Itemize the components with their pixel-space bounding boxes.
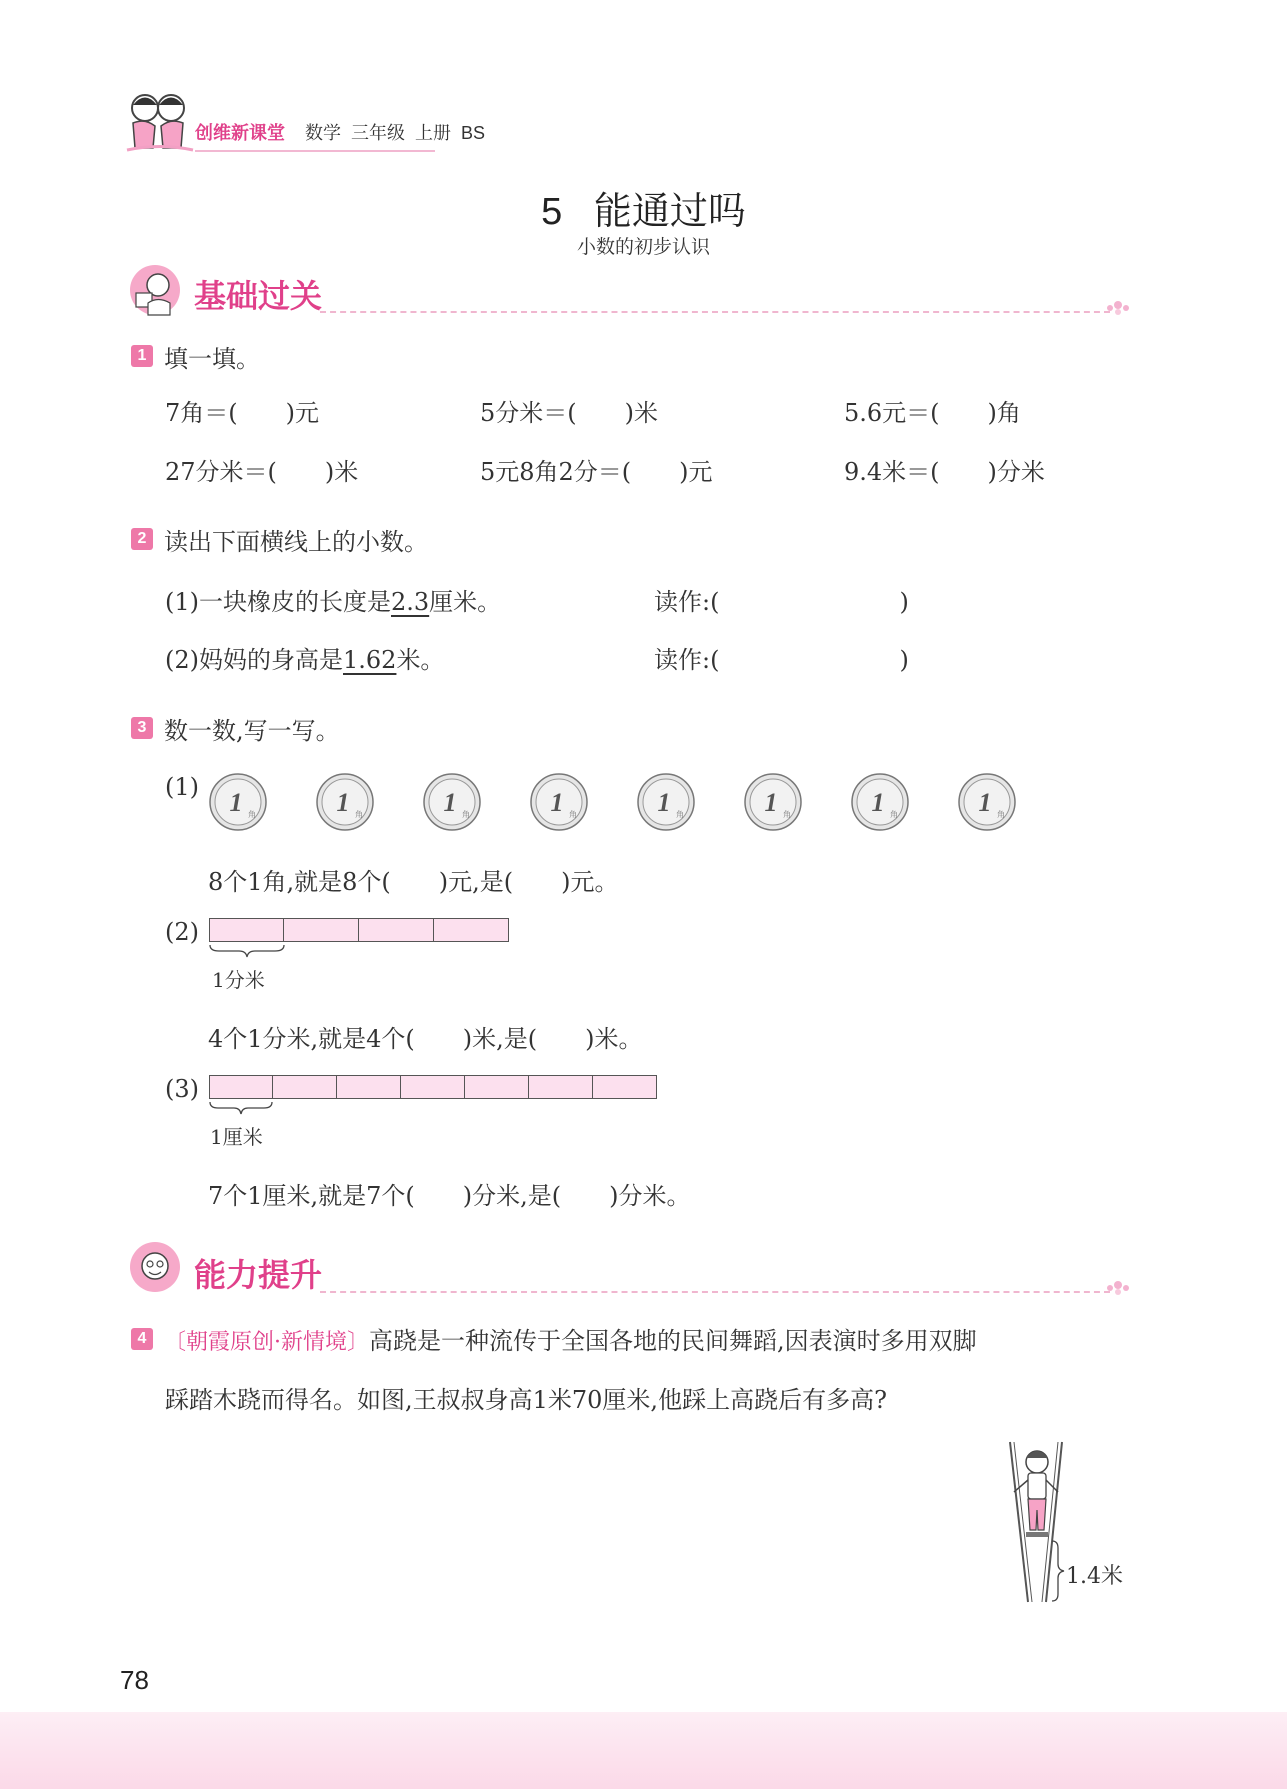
fill-item: 9.4米＝( )分米: [844, 458, 1045, 486]
dots-decoration-icon: [1106, 1280, 1130, 1296]
fill-item: 5元8角2分＝( )元: [480, 458, 713, 486]
coin-unit: 角: [248, 810, 256, 819]
coin-value: 1: [550, 788, 564, 817]
fill-item: 27分米＝( )米: [165, 458, 359, 486]
coin-unit: 角: [355, 810, 363, 819]
coin-unit: 角: [569, 810, 577, 819]
question-tag: 〔朝霞原创·新情境〕: [164, 1330, 369, 1355]
coin-icon: [208, 772, 268, 832]
section-basic-title: 基础过关: [194, 278, 323, 314]
coin-icon: [957, 772, 1017, 832]
part-text: 7个1厘米,就是7个( )分米,是( )分米。: [208, 1182, 691, 1210]
coin-value: 1: [978, 788, 992, 817]
fill-item: 5分米＝( )米: [480, 399, 658, 427]
question-prompt: 数一数,写一写。: [164, 717, 340, 745]
read-as-blank: 读作:( ): [654, 588, 909, 616]
book-info: 数学 三年级 上册 BS: [305, 123, 486, 143]
unit-label: 1分米: [212, 968, 265, 992]
bar-segment: [273, 1075, 337, 1099]
part-text: 8个1角,就是8个( )元,是( )元。: [208, 868, 619, 896]
coin-icon: [850, 772, 910, 832]
question-text-line2: 踩踏木跷而得名。如图,王叔叔身高1米70厘米,他踩上高跷后有多高?: [165, 1386, 887, 1414]
header-underline: [195, 150, 435, 152]
decimeter-bar: [209, 918, 509, 942]
lesson-subtitle: 小数的初步认识: [576, 236, 710, 258]
section-divider: [320, 1291, 1110, 1293]
bar-segment: [284, 918, 359, 942]
coin-row: [208, 772, 1028, 836]
coin-icon: [422, 772, 482, 832]
brand-name: 创维新课堂: [195, 123, 285, 143]
section-divider: [320, 311, 1110, 313]
height-brace-icon: [1050, 1540, 1066, 1602]
bar-segment: [337, 1075, 401, 1099]
section-advanced-title: 能力提升: [194, 1257, 323, 1293]
coin-value: 1: [871, 788, 885, 817]
bar-segment: [529, 1075, 593, 1099]
bar-segment: [434, 918, 509, 942]
coin-value: 1: [443, 788, 457, 817]
question-prompt: 读出下面横线上的小数。: [164, 528, 428, 556]
bar-segment: [209, 918, 284, 942]
part-label: (1): [165, 773, 199, 801]
lesson-title: 5 能通过吗: [541, 191, 746, 233]
centimeter-bar: [209, 1075, 657, 1099]
coin-icon: [315, 772, 375, 832]
question-number: 4: [131, 1328, 153, 1350]
fill-item: 7角＝( )元: [165, 399, 319, 427]
dots-decoration-icon: [1106, 300, 1130, 316]
question-number: 1: [131, 345, 153, 367]
question-text-line1: 〔朝霞原创·新情境〕高跷是一种流传于全国各地的民间舞蹈,因表演时多用双脚: [164, 1327, 977, 1355]
coin-value: 1: [336, 788, 350, 817]
question-prompt: 填一填。: [164, 345, 260, 373]
mascot-kids-icon: [125, 88, 195, 158]
coin-value: 1: [764, 788, 778, 817]
read-as-blank: 读作:( ): [654, 646, 909, 674]
coin-unit: 角: [676, 810, 684, 819]
coin-unit: 角: [890, 810, 898, 819]
underlined-decimal: 2.3: [391, 588, 430, 616]
coin-unit: 角: [997, 810, 1005, 819]
unit-label: 1厘米: [210, 1125, 263, 1149]
coin-icon: [743, 772, 803, 832]
teacher-mascot-icon: [128, 263, 182, 317]
coin-value: 1: [657, 788, 671, 817]
brace-icon: [209, 1101, 275, 1115]
coin-icon: [529, 772, 589, 832]
part-label: (2): [165, 918, 199, 946]
read-item: (1)一块橡皮的长度是2.3厘米。: [165, 588, 502, 616]
grandpa-mascot-icon: [128, 1240, 182, 1294]
bar-segment: [593, 1075, 657, 1099]
coin-icon: [636, 772, 696, 832]
fill-item: 5.6元＝( )角: [844, 399, 1021, 427]
part-text: 4个1分米,就是4个( )米,是( )米。: [208, 1025, 643, 1053]
coin-unit: 角: [462, 810, 470, 819]
question-number: 2: [131, 528, 153, 550]
question-number: 3: [131, 717, 153, 739]
page-number: 78: [120, 1665, 149, 1695]
bar-segment: [465, 1075, 529, 1099]
bar-segment: [401, 1075, 465, 1099]
bar-segment: [359, 918, 434, 942]
part-label: (3): [165, 1075, 199, 1103]
brace-icon: [209, 944, 285, 958]
coin-value: 1: [229, 788, 243, 817]
footer-band: [0, 1712, 1287, 1789]
coin-unit: 角: [783, 810, 791, 819]
underlined-decimal: 1.62: [343, 646, 397, 674]
stilt-height-label: 1.4米: [1066, 1564, 1123, 1589]
bar-segment: [209, 1075, 273, 1099]
read-item: (2)妈妈的身高是1.62米。: [165, 646, 445, 674]
